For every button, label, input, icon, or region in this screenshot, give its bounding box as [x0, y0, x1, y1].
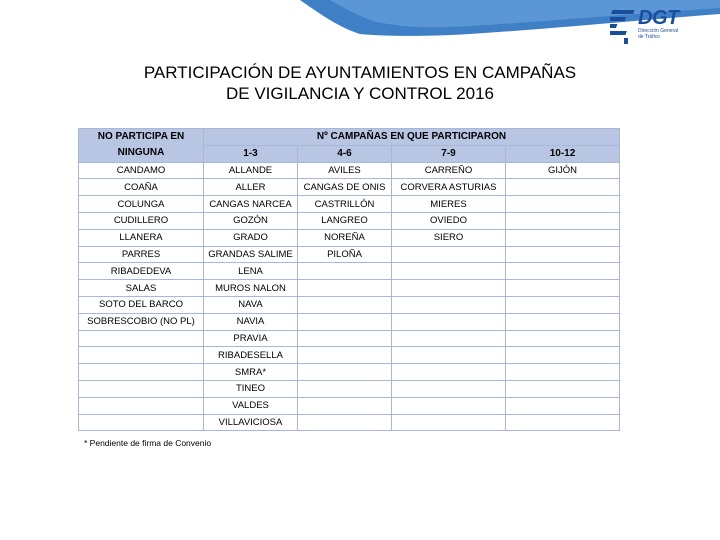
table-cell: GOZÓN — [204, 212, 298, 229]
page-title — [60, 62, 660, 104]
table-cell — [392, 313, 506, 330]
campaign-table — [78, 128, 620, 431]
table-cell: SOTO DEL BARCO — [79, 296, 204, 313]
table-row — [79, 313, 620, 330]
table-cell — [392, 280, 506, 297]
table-row — [79, 296, 620, 313]
table-row — [79, 229, 620, 246]
table-row — [79, 196, 620, 213]
table-row — [79, 347, 620, 364]
table-cell — [506, 280, 620, 297]
header-no-participa — [79, 129, 204, 163]
table-cell: VILLAVICIOSA — [204, 414, 298, 431]
table-cell — [298, 347, 392, 364]
table-cell — [392, 397, 506, 414]
title-line-1: PARTICIPACIÓN DE AYUNTAMIENTOS EN CAMPAÑAS — [143, 63, 577, 82]
table-row — [79, 414, 620, 431]
table-cell — [298, 397, 392, 414]
table-cell: PRAVIA — [204, 330, 298, 347]
table-cell — [506, 212, 620, 229]
table-row — [79, 263, 620, 280]
table-cell: COLUNGA — [79, 196, 204, 213]
table-cell — [79, 330, 204, 347]
table-cell — [392, 263, 506, 280]
table-cell — [298, 364, 392, 381]
header-no-participa-line1: NO PARTICIPA EN — [97, 131, 185, 143]
table-cell — [298, 330, 392, 347]
table-cell — [298, 313, 392, 330]
table-cell — [506, 263, 620, 280]
table-cell: SIERO — [392, 229, 506, 246]
table-cell: CASTRILLÓN — [298, 196, 392, 213]
table-cell: CANGAS DE ONIS — [298, 179, 392, 196]
subheader-10-12: 10-12 — [506, 145, 620, 162]
table-cell — [298, 296, 392, 313]
table-cell: CUDILLERO — [79, 212, 204, 229]
table-cell: LLANERA — [79, 229, 204, 246]
table-cell — [506, 179, 620, 196]
table-cell — [79, 397, 204, 414]
footnote: * Pendiente de firma de Convenio — [84, 438, 212, 448]
table-cell — [506, 313, 620, 330]
table-cell: NAVA — [204, 296, 298, 313]
table-cell — [506, 414, 620, 431]
table-cell: ALLANDE — [204, 162, 298, 179]
table-row — [79, 212, 620, 229]
table-cell: SALAS — [79, 280, 204, 297]
table-cell — [506, 364, 620, 381]
table-cell: CARREÑO — [392, 162, 506, 179]
table-cell: NAVIA — [204, 313, 298, 330]
table-cell — [392, 330, 506, 347]
table-cell: MUROS NALON — [204, 280, 298, 297]
table-cell — [79, 364, 204, 381]
table-cell: CANDAMO — [79, 162, 204, 179]
table-cell: ALLER — [204, 179, 298, 196]
table-cell — [79, 380, 204, 397]
table-cell: CANGAS NARCEA — [204, 196, 298, 213]
table-row — [79, 179, 620, 196]
table-cell: LENA — [204, 263, 298, 280]
table-cell: MIERES — [392, 196, 506, 213]
table-cell — [506, 397, 620, 414]
table-cell: GRADO — [204, 229, 298, 246]
table-cell: NOREÑA — [298, 229, 392, 246]
campaign-table-wrap — [78, 128, 620, 431]
table-cell — [506, 196, 620, 213]
table-row — [79, 397, 620, 414]
subheader-1-3: 1-3 — [204, 145, 298, 162]
table-cell: RIBADESELLA — [204, 347, 298, 364]
table-cell — [298, 263, 392, 280]
subheader-7-9: 7-9 — [392, 145, 506, 162]
title-line-2: DE VIGILANCIA Y CONTROL 2016 — [225, 84, 494, 103]
table-row — [79, 162, 620, 179]
table-cell: TINEO — [204, 380, 298, 397]
table-cell — [298, 414, 392, 431]
table-row — [79, 280, 620, 297]
table-cell — [392, 380, 506, 397]
header-campaign-count: Nº CAMPAÑAS EN QUE PARTICIPARON — [204, 129, 620, 146]
table-cell: PARRES — [79, 246, 204, 263]
logo-sub-line: de Tráfico — [638, 33, 660, 40]
table-cell — [392, 347, 506, 364]
table-cell — [79, 414, 204, 431]
table-cell: SMRA* — [204, 364, 298, 381]
table-cell: RIBADEDEVA — [79, 263, 204, 280]
table-cell: VALDES — [204, 397, 298, 414]
table-cell — [392, 364, 506, 381]
table-cell — [506, 229, 620, 246]
table-cell — [392, 296, 506, 313]
table-cell: LANGREO — [298, 212, 392, 229]
table-cell: OVIEDO — [392, 212, 506, 229]
subheader-4-6: 4-6 — [298, 145, 392, 162]
table-row — [79, 380, 620, 397]
table-cell — [392, 414, 506, 431]
table-cell: SOBRESCOBIO (NO PL) — [79, 313, 204, 330]
table-cell: COAÑA — [79, 179, 204, 196]
table-cell — [298, 380, 392, 397]
table-header-row — [79, 129, 620, 146]
table-cell — [79, 347, 204, 364]
table-row — [79, 364, 620, 381]
logo-subtitle — [638, 29, 698, 40]
table-row — [79, 246, 620, 263]
table-cell — [506, 246, 620, 263]
table-cell: CORVERA ASTURIAS — [392, 179, 506, 196]
logo-sub-line: Dirección General — [638, 28, 679, 34]
table-cell — [298, 280, 392, 297]
table-cell — [506, 380, 620, 397]
table-cell: GIJÓN — [506, 162, 620, 179]
table-cell — [506, 330, 620, 347]
table-cell — [392, 246, 506, 263]
logo-name: DGT — [638, 7, 679, 29]
table-cell: GRANDAS SALIME — [204, 246, 298, 263]
table-cell: PILOÑA — [298, 246, 392, 263]
header-no-participa-line2: NINGUNA — [117, 147, 165, 159]
table-cell: AVILES — [298, 162, 392, 179]
table-cell — [506, 347, 620, 364]
table-cell — [506, 296, 620, 313]
table-row — [79, 330, 620, 347]
